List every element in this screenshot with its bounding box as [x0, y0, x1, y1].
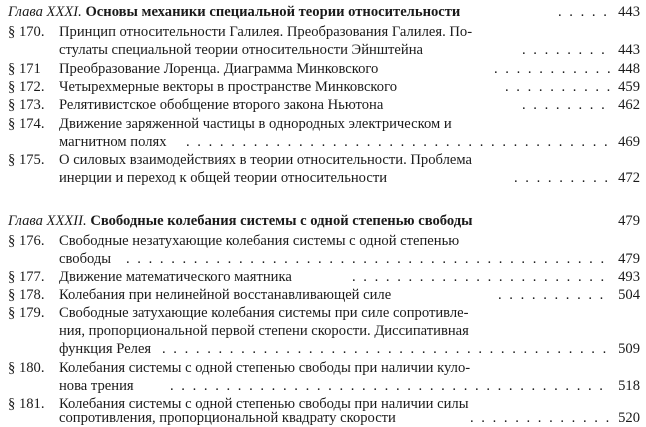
section-title: Свободные затухающие колебания системы при силе сопротивле-	[59, 305, 469, 321]
section-title: Колебания при нелинейной восстанавливающей силе	[59, 287, 392, 303]
toc-entry-continuation	[0, 341, 646, 358]
toc-entry-continuation	[0, 378, 646, 395]
toc-entry	[0, 79, 646, 96]
page-number: 472	[618, 170, 640, 186]
section-title: Свободные незатухающие колебания системы с одной степенью	[59, 233, 460, 249]
section-title: Колебания системы с одной степенью свободы при наличии силы	[59, 396, 469, 412]
section-number: § 178.	[8, 287, 45, 303]
section-number: § 180.	[8, 360, 45, 376]
chapter-label: Глава XXXII.	[8, 213, 87, 229]
section-title: Релятивистское обобщение второго закона Ньютона	[59, 97, 384, 113]
page-number: 504	[618, 287, 640, 303]
section-title: сопротивления, пропорциональной квадрату скорости	[59, 410, 396, 426]
leader-dots	[470, 410, 610, 427]
toc-entry	[0, 97, 646, 114]
page-number: 443	[618, 42, 640, 58]
leader-dots	[522, 97, 610, 114]
leader-dots	[162, 341, 610, 358]
section-number: § 179.	[8, 305, 45, 321]
section-title: нова трения	[59, 378, 134, 394]
leader-dots	[170, 378, 610, 395]
section-title: магнитном полях	[59, 134, 167, 150]
toc-entry	[0, 152, 646, 169]
section-title: свободы	[59, 251, 112, 267]
section-number: § 173.	[8, 97, 45, 113]
section-title: ния, пропорциональной первой степени скорости. Диссипативная	[59, 323, 469, 339]
chapter-title: Основы механики специальной теории относительности	[85, 4, 461, 20]
chapter-heading	[0, 4, 646, 21]
leader-dots	[514, 170, 610, 187]
section-title: О силовых взаимодействиях в теории относительности. Проблема	[59, 152, 472, 168]
page-number: 469	[618, 134, 640, 150]
toc-entry	[0, 305, 646, 322]
chapter-title: Свободные колебания системы с одной степенью свободы	[90, 213, 473, 229]
section-title: Четырехмерные векторы в пространстве Минковского	[59, 79, 397, 95]
page-number: 443	[618, 4, 640, 20]
toc-entry	[0, 360, 646, 377]
page-number: 459	[618, 79, 640, 95]
toc-entry-continuation	[0, 170, 646, 187]
toc-entry-continuation	[0, 323, 646, 340]
section-title: Колебания системы с одной степенью свободы при наличии куло-	[59, 360, 471, 376]
section-title: функция Релея	[59, 341, 152, 357]
section-title: Движение математического маятника	[59, 269, 292, 285]
chapter-label: Глава XXXI.	[8, 4, 82, 20]
toc-entry	[0, 116, 646, 133]
section-number: § 172.	[8, 79, 45, 95]
section-title: Движение заряженной частицы в однородных электрическом и	[59, 116, 452, 132]
page-number: 479	[618, 251, 640, 267]
leader-dots	[186, 134, 610, 151]
section-number: § 177.	[8, 269, 45, 285]
section-number: § 175.	[8, 152, 45, 168]
toc-entry	[0, 61, 646, 78]
leader-dots	[505, 79, 610, 96]
toc-entry-continuation	[0, 134, 646, 151]
section-number: § 176.	[8, 233, 45, 249]
leader-dots	[498, 287, 610, 304]
toc-entry	[0, 287, 646, 304]
page-number: 520	[618, 410, 640, 426]
toc-entry	[0, 233, 646, 250]
page-number: 448	[618, 61, 640, 77]
toc-entry	[0, 24, 646, 41]
leader-dots	[352, 269, 610, 286]
leader-dots	[522, 42, 610, 59]
toc-entry-continuation	[0, 251, 646, 268]
chapter-heading	[0, 213, 646, 230]
section-title: Преобразование Лоренца. Диаграмма Минковского	[59, 61, 379, 77]
section-title: инерции и переход к общей теории относительности	[59, 170, 388, 186]
section-title: Принцип относительности Галилея. Преобразования Галилея. По-	[59, 24, 473, 40]
toc-entry-continuation	[0, 42, 646, 59]
leader-dots	[494, 61, 610, 78]
section-number: § 181.	[8, 396, 45, 412]
page-number: 509	[618, 341, 640, 357]
toc-entry-continuation	[0, 410, 646, 426]
section-title: стулаты специальной теории относительности Эйнштейна	[59, 42, 424, 58]
leader-dots	[126, 251, 610, 268]
section-number: § 170.	[8, 24, 45, 40]
section-number: § 174.	[8, 116, 45, 132]
toc-entry	[0, 269, 646, 286]
page-number: 518	[618, 378, 640, 394]
page-number: 462	[618, 97, 640, 113]
page-number: 479	[618, 213, 640, 229]
leader-dots	[558, 4, 608, 21]
page-number: 493	[618, 269, 640, 285]
section-number: § 171	[8, 61, 41, 77]
